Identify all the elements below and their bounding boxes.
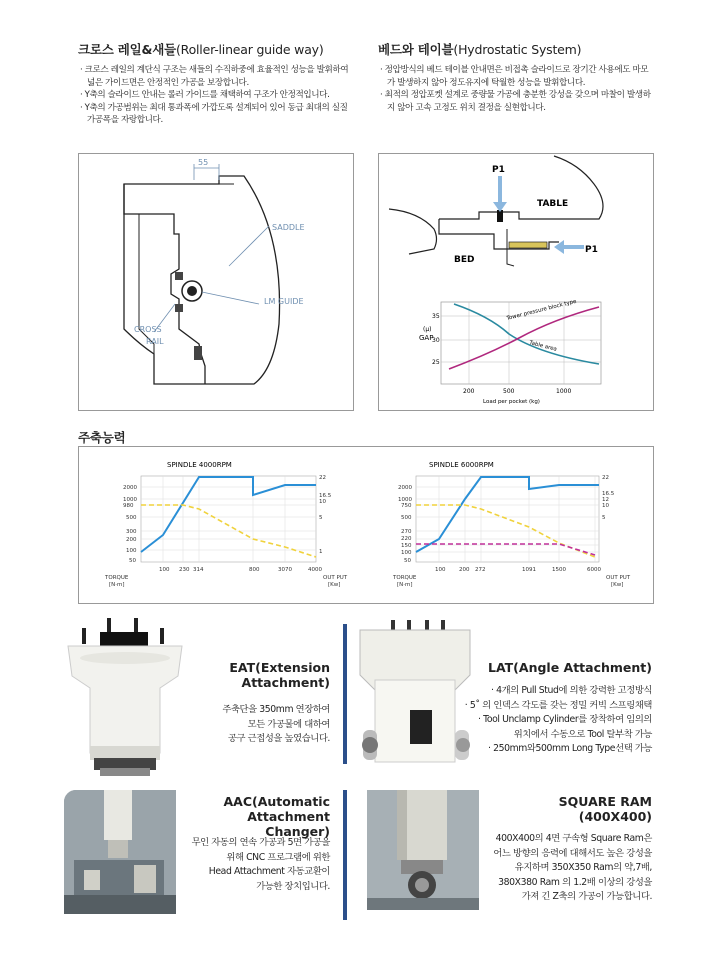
ram-title: [500, 794, 652, 824]
chart1-ytick-right: 5: [319, 515, 323, 521]
chart1-ytick-right: 10: [319, 499, 326, 505]
chart1-ytick: 100: [126, 548, 137, 554]
chart1-ytick: 300: [126, 529, 137, 535]
chart2-xtick: 1091: [522, 567, 536, 573]
chart2-ytick-right: 16.5: [602, 491, 615, 497]
aac-desc-line: 무인 자동의 연속 가공과 5면 가공을: [191, 837, 330, 848]
roller-diagram-svg: [79, 154, 353, 410]
ram-desc-line: 400X400의 4면 구속형 Square Ram은: [495, 833, 652, 844]
lat-desc-line: · 4개의 Pull Stud에 의한 강력한 고정방식: [490, 685, 652, 696]
chart2-ytick-right: 10: [602, 503, 609, 509]
aac-desc-line: 가능한 장치입니다.: [256, 880, 330, 892]
chart1-xtick: 3070: [278, 567, 292, 573]
curve2-label: Table area: [528, 340, 558, 353]
graph-unit: (μ): [423, 326, 432, 333]
chart1-output-label: OUT PUT: [323, 575, 348, 581]
lat-desc-line: · 250mm와500mm Long Type선택 가능: [487, 743, 652, 754]
chart2-ytick: 2000: [398, 485, 412, 491]
ram-desc: [462, 832, 652, 905]
chart2-ytick: 100: [401, 550, 412, 556]
lat-desc-line: · 5˚ 의 인덱스 각도를 갖는 정밀 커빅 스프링채택: [464, 699, 652, 711]
bed-label: BED: [454, 255, 475, 265]
roller-title-en: (Roller-linear guide way): [175, 42, 324, 57]
curve1-label: Tower pressure block type: [506, 298, 578, 322]
bed-bullets: [380, 64, 652, 114]
chart2-ytick: 1000: [398, 497, 412, 503]
lat-desc: [430, 684, 652, 757]
graph-xlabel: Load per pocket (kg): [483, 399, 540, 405]
chart2-output-label: OUT PUT: [606, 575, 631, 581]
bed-title: [378, 40, 581, 58]
table-label: TABLE: [537, 199, 569, 209]
graph-ytick: 35: [432, 313, 440, 320]
bed-bullet-1: · 정압방식의 베드 테이블 안내면은 비접촉 슬라이드로 장기간 사용에도 마모가 발생하지 않아 정도유지에 탁월한 성능을 발휘합니다.: [380, 65, 649, 88]
chart1-output-unit: [Kw]: [328, 582, 341, 588]
chart1-ytick: 2000: [123, 485, 137, 491]
lat-desc-line: · Tool Unclamp Cylinder를 장착하여 임의의: [478, 714, 652, 725]
roller-title-ko: 크로스 레일&새들: [78, 42, 176, 57]
chart1-xtick: 314: [193, 567, 204, 573]
eat-desc-line: 모든 가공물에 대하여: [247, 718, 330, 730]
chart1-ytick-right: 22: [319, 475, 326, 481]
aac-image: [64, 790, 176, 914]
chart2-xtick: 1500: [552, 567, 566, 573]
rail-label: RAIL: [146, 337, 164, 346]
dim-label: 55: [198, 158, 209, 167]
chart1-ytick: 980: [123, 503, 134, 509]
eat-image: [60, 618, 190, 783]
roller-title: [78, 40, 324, 58]
roller-bullet-2: · Y축의 슬라이드 안내는 롤러 가이드를 채택하여 구조가 안정적입니다.: [80, 90, 330, 100]
roller-bullet-1: · 크로스 레일의 계단식 구조는 새들의 수직하중에 효율적인 성능을 발휘하여 넓은 가이드면은 안정적인 가공을 보장합니다.: [80, 65, 349, 88]
lm-guide-label: LM GUIDE: [264, 297, 304, 306]
chart1-ytick: 200: [126, 537, 137, 543]
chart2-torque-unit: [N·m]: [397, 582, 413, 588]
roller-bullet-3: · Y축의 가공범위는 최대 통과폭에 가깝도록 설계되어 있어 동급 최대의 실질 가공폭을 자랑합니다.: [80, 102, 348, 125]
eat-title-line1: EAT(Extension: [229, 660, 330, 675]
aac-title-line1: AAC(Automatic: [223, 794, 330, 809]
chart1-ytick: 1000: [123, 497, 137, 503]
chart1-ytick: 50: [129, 558, 136, 564]
aac-desc: [170, 836, 330, 894]
chart1-xtick: 4000: [308, 567, 322, 573]
graph-ytick: 30: [432, 337, 440, 344]
graph-xtick: 200: [463, 388, 475, 395]
chart2-ytick: 50: [404, 558, 411, 564]
spindle-title: 주축능력: [78, 430, 126, 445]
ram-title-line2: (400X400): [578, 809, 652, 824]
chart2-ytick: 500: [401, 515, 412, 521]
ram-desc-line: 어느 방향의 응력에 대해서도 높은 강성을: [493, 847, 652, 859]
chart1-xtick: 800: [249, 567, 260, 573]
aac-title: [180, 794, 330, 839]
ram-title-line1: SQUARE RAM: [558, 794, 652, 809]
chart2-xtick: 272: [475, 567, 486, 573]
chart2-ytick: 750: [401, 503, 412, 509]
p1-top-label: P1: [492, 165, 505, 175]
bed-diagram-svg: [379, 154, 653, 410]
graph-ytick: 25: [432, 359, 440, 366]
chart2-ytick-right: 12: [602, 497, 609, 503]
spindle-box: [78, 446, 654, 604]
eat-lat-divider: [343, 624, 347, 764]
chart1-xtick: 230: [179, 567, 190, 573]
roller-bullets: [80, 64, 350, 127]
eat-desc-line: 주축단을 350mm 연장하여: [222, 704, 330, 715]
chart2-torque-label: TORQUE: [393, 575, 417, 581]
eat-title: [196, 660, 330, 690]
chart2-title: SPINDLE 6000RPM: [429, 461, 494, 469]
eat-desc-line: 공구 근접성을 높였습니다.: [227, 733, 330, 744]
aac-ram-divider: [343, 790, 347, 920]
graph-xtick: 1000: [556, 388, 572, 395]
graph-ylabel: GAP: [419, 334, 434, 342]
chart2-xtick: 6000: [587, 567, 601, 573]
cross-label: CROSS: [134, 325, 162, 334]
ram-desc-line: 가져 긴 Z축의 가공이 가능합니다.: [521, 891, 652, 902]
aac-desc-line: 위해 CNC 프로그램에 위한: [226, 851, 330, 863]
lat-title: LAT(Angle Attachment): [487, 660, 652, 675]
chart2-ytick-right: 5: [602, 515, 606, 521]
chart2-xtick: 100: [435, 567, 446, 573]
aac-desc-line: Head Attachment 자동교환이: [208, 866, 330, 877]
chart1-ytick-right: 1: [319, 549, 323, 555]
roller-diagram: [78, 153, 354, 411]
bed-bullet-2: · 최적의 정압포켓 설계로 중량물 가공에 충분한 강성을 갖으며 마찰이 발생하지 않아 고속 고정도 위치 결정을 실현합니다.: [380, 90, 651, 113]
graph-xtick: 500: [503, 388, 515, 395]
chart1-ytick: 500: [126, 515, 137, 521]
ram-desc-line: 380X380 Ram 의 1.2배 이상의 강성을: [498, 876, 652, 888]
chart1-torque-unit: [N·m]: [109, 582, 125, 588]
chart2-output-unit: [Kw]: [611, 582, 624, 588]
bed-title-ko: 베드와 테이블: [378, 42, 454, 57]
chart1-xtick: 100: [159, 567, 170, 573]
chart1-torque-label: TORQUE: [105, 575, 129, 581]
chart2-ytick: 270: [401, 529, 412, 535]
chart2-ytick: 150: [401, 543, 412, 549]
ram-desc-line: 유지하며 350X350 Ram의 약,7배,: [514, 862, 652, 873]
chart2-ytick: 220: [401, 536, 412, 542]
eat-title-line2: Attachment): [241, 675, 330, 690]
aac-title-line2: Attachment Changer): [247, 809, 330, 839]
chart2-xtick: 200: [459, 567, 470, 573]
bed-title-en: (Hydrostatic System): [453, 42, 582, 57]
bed-diagram: [378, 153, 654, 411]
saddle-label: SADDLE: [272, 223, 305, 232]
lat-desc-line: 위치에서 수동으로 Tool 탈부착 가능: [513, 728, 652, 740]
eat-desc: [196, 703, 330, 747]
chart2-ytick-right: 22: [602, 475, 609, 481]
p1-right-label: P1: [585, 245, 598, 255]
chart1-ytick-right: 16.5: [319, 493, 332, 499]
chart1-title: SPINDLE 4000RPM: [167, 461, 232, 469]
spindle-svg: [79, 447, 653, 603]
